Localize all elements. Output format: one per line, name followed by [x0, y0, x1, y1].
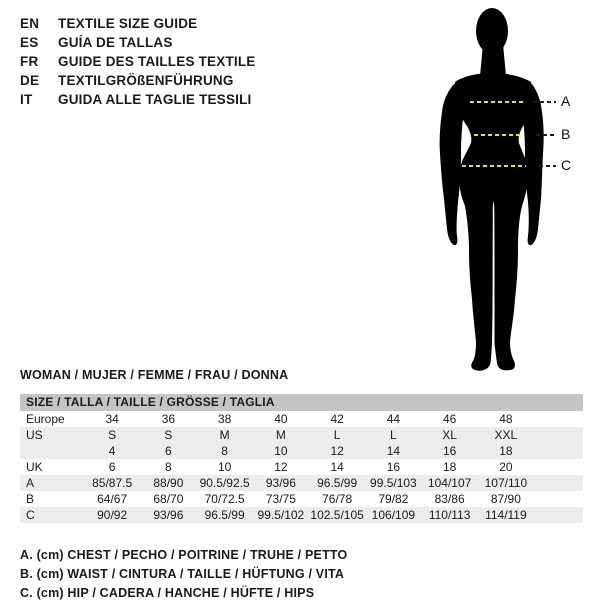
table-cell: 106/109 [371, 508, 416, 522]
table-cell: L [390, 428, 397, 442]
table-cell: 104/107 [427, 476, 472, 490]
table-cell: 99.5/103 [370, 476, 417, 490]
table-cell: 8 [165, 460, 172, 474]
table-row-spacer [534, 443, 583, 459]
measure-dash-black [533, 101, 556, 103]
table-cell: S [164, 428, 173, 442]
language-title: TEXTILE SIZE GUIDE [58, 16, 198, 31]
language-title-row [20, 90, 256, 109]
table-row-label: B [26, 492, 35, 506]
language-code: EN [20, 16, 40, 31]
table-cell: 34 [105, 412, 119, 426]
table-cell: M [275, 428, 286, 442]
measure-marker-label: C [561, 157, 572, 173]
table-cell: 83/86 [434, 492, 465, 506]
table-cell: 73/75 [265, 492, 296, 506]
table-row [20, 475, 583, 491]
table-cell: 4 [108, 444, 116, 458]
language-title: GUÍA DE TALLAS [58, 35, 173, 50]
table-cell: 6 [108, 460, 116, 474]
table-cell: 14 [386, 444, 401, 458]
table-cell: 12 [274, 460, 288, 474]
table-cell: 10 [274, 444, 288, 458]
table-row [20, 411, 583, 427]
table-row-label [20, 443, 84, 459]
language-code: ES [20, 35, 39, 50]
table-row-label: US [26, 428, 43, 442]
table-cell: 70/72.5 [204, 492, 245, 506]
table-row [20, 507, 583, 523]
measure-dash-black [536, 134, 556, 136]
table-cell: 96.5/99 [204, 508, 245, 522]
table-cell: 8 [221, 444, 228, 458]
language-code: FR [20, 54, 39, 69]
table-cell: 64/67 [97, 492, 128, 506]
section-title: WOMAN / MUJER / FEMME / FRAU / DONNA [20, 368, 289, 382]
language-title-row [20, 14, 256, 33]
table-row-label: Europe [26, 412, 65, 426]
language-title-row [20, 52, 256, 71]
table-cell: 46 [442, 412, 457, 426]
table-row-spacer [534, 475, 583, 491]
table-cell: S [108, 428, 117, 442]
table-cell: 40 [274, 412, 288, 426]
table-cell: 114/119 [485, 508, 527, 522]
table-cell: 85/87.5 [92, 476, 133, 490]
table-cell: 48 [499, 412, 513, 426]
table-cell: 12 [330, 444, 344, 458]
table-cell: 110/113 [428, 508, 471, 522]
table-row [20, 459, 583, 475]
table-cell: 107/110 [484, 476, 528, 490]
table-cell: 99.5/102 [257, 508, 305, 522]
table-row-spacer [534, 491, 583, 507]
table-cell: 87/90 [490, 492, 521, 506]
language-code: IT [20, 92, 33, 107]
table-cell: 16 [386, 460, 401, 474]
table-cell: 20 [499, 460, 513, 474]
language-title: TEXTILGRÖßENFÜHRUNG [58, 73, 234, 88]
table-cell: 90/92 [97, 508, 128, 522]
table-cell: 18 [499, 444, 513, 458]
table-cell: 6 [165, 444, 172, 458]
table-row-spacer [534, 459, 583, 475]
size-table-header: SIZE / TALLA / TAILLE / GRÖSSE / TAGLIA [20, 394, 583, 411]
measure-dash-yellow [474, 134, 519, 136]
language-title-row [20, 33, 256, 52]
table-cell: L [333, 428, 341, 442]
table-cell: 36 [161, 412, 176, 426]
table-cell: XL [442, 428, 457, 442]
legend-line: A. (cm) CHEST / PECHO / POITRINE / TRUHE / PETTO [20, 548, 348, 562]
table-cell: 44 [386, 412, 401, 426]
table-cell: 18 [442, 460, 457, 474]
table-cell: 93/96 [153, 508, 184, 522]
table-cell: 38 [217, 412, 232, 426]
measurement-legend [20, 546, 347, 603]
table-row-spacer [534, 427, 583, 443]
table-row-label: C [26, 508, 35, 522]
measure-marker-label: A [561, 93, 571, 109]
table-cell: XXL [494, 428, 518, 442]
language-title-block [20, 14, 256, 109]
table-row [20, 443, 583, 459]
language-title: GUIDA ALLE TAGLIE TESSILI [58, 92, 252, 107]
woman-figure [430, 4, 570, 376]
legend-line: C. (cm) HIP / CADERA / HANCHE / HÜFTE / HIPS [20, 586, 315, 600]
language-title: GUIDE DES TAILLES TEXTILE [58, 54, 256, 69]
table-cell: 79/82 [378, 492, 409, 506]
table-cell: 42 [330, 412, 344, 426]
table-cell: 88/90 [153, 476, 184, 490]
table-cell: 10 [217, 460, 232, 474]
table-cell: 102.5/105 [310, 508, 364, 522]
table-cell: 96.5/99 [317, 476, 358, 490]
measure-dash-black [539, 165, 556, 167]
table-row-label: A [26, 476, 35, 490]
table-cell: 93/96 [265, 476, 296, 490]
measure-marker-label: B [561, 126, 571, 142]
table-cell: M [219, 428, 230, 442]
legend-line: B. (cm) WAIST / CINTURA / TAILLE / HÜFTUNG / VITA [20, 567, 345, 581]
measure-dash-yellow [470, 101, 523, 103]
size-table [20, 394, 583, 523]
table-cell: 76/78 [322, 492, 353, 506]
measure-dash-yellow [462, 165, 526, 167]
table-row-spacer [534, 507, 583, 523]
table-row-spacer [534, 411, 583, 427]
table-cell: 16 [442, 444, 457, 458]
woman-silhouette [440, 8, 544, 371]
table-cell: 14 [330, 460, 344, 474]
table-cell: 68/70 [153, 492, 184, 506]
table-row [20, 491, 583, 507]
language-code: DE [20, 73, 40, 88]
language-title-row [20, 71, 256, 90]
woman-silhouette-svg [430, 4, 570, 376]
table-row [20, 427, 583, 443]
table-row-label: UK [26, 460, 43, 474]
table-cell: 90.5/92.5 [199, 476, 250, 490]
